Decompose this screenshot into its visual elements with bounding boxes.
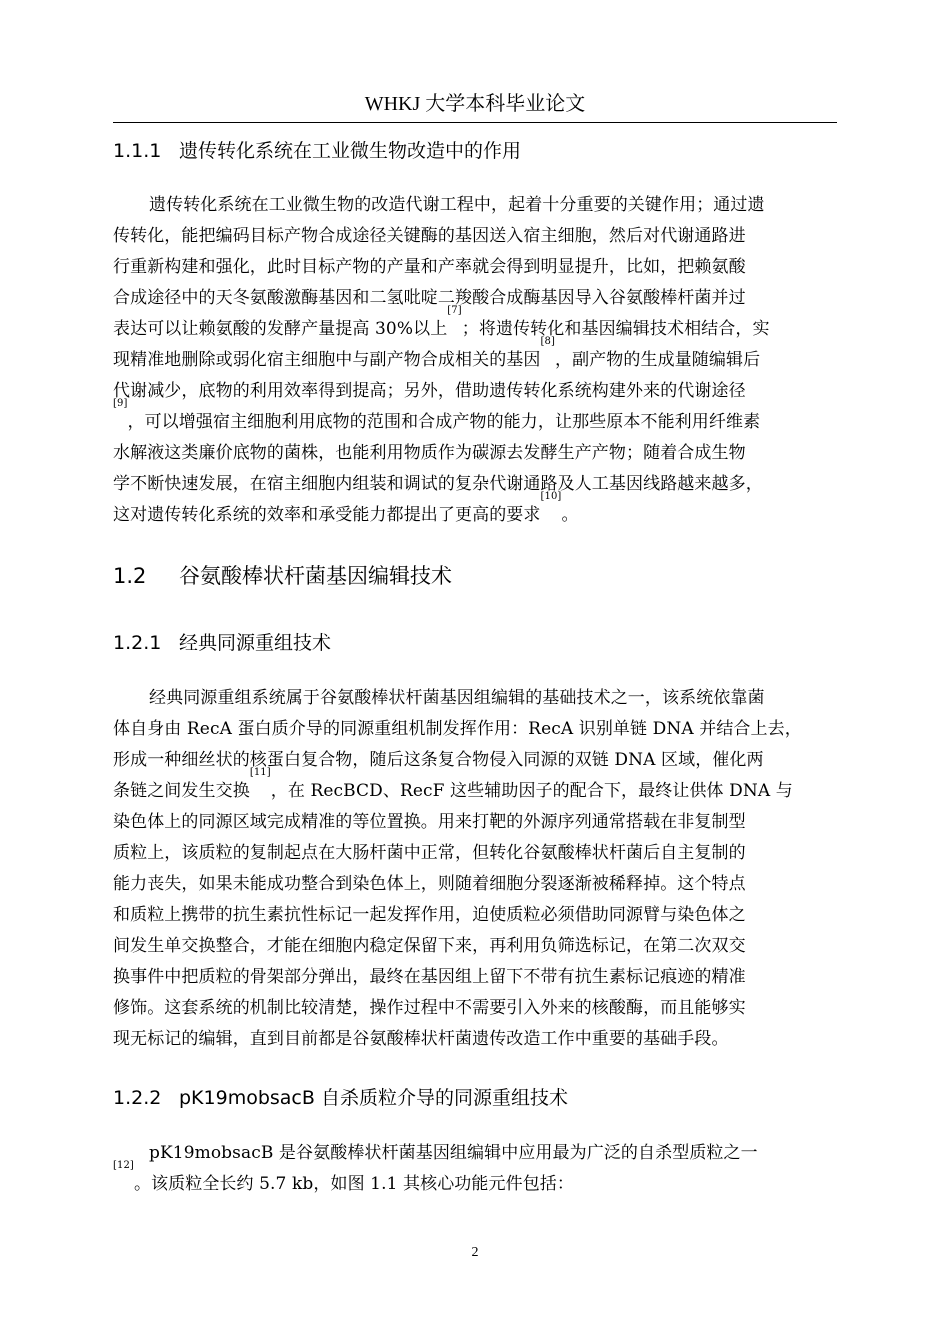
- text-run: 条链之间发生交换: [113, 781, 250, 801]
- text-line: 体自身由 RecA 蛋白质介导的同源重组机制发挥作用：RecA 识别单链 DNA 并结合上去，: [113, 719, 802, 739]
- citation: [12]: [113, 1160, 134, 1171]
- section-title: 谷氨酸棒状杆菌基因编辑技术: [179, 564, 452, 588]
- citation: [7]: [447, 305, 462, 316]
- text-line: 修饰。这套系统的机制比较清楚，操作过程中不需要引入外来的核酸酶，而且能够实: [113, 998, 746, 1018]
- text-line: 经典同源重组系统属于谷氨酸棒状杆菌基因组编辑的基础技术之一，该系统依靠菌: [149, 688, 765, 708]
- text-line: 水解液这类廉价底物的菌株，也能利用物质作为碳源去发酵生产产物；随着合成生物: [113, 443, 746, 463]
- paragraph-1: [113, 190, 841, 531]
- citation: [10]: [540, 491, 562, 502]
- text-line: 行重新构建和强化，此时目标产物的产量和产率就会得到明显提升，比如，把赖氨酸: [113, 257, 746, 277]
- text-line: 遗传转化系统在工业微生物的改造代谢工程中，起着十分重要的关键作用；通过遗: [149, 195, 765, 215]
- text-line: 染色体上的同源区域完成精准的等位置换。用来打靶的外源序列通常搭载在非复制型: [113, 812, 746, 832]
- paragraph-3: [113, 1138, 841, 1200]
- page-number: 2: [471, 1245, 479, 1260]
- section-title: 遗传转化系统在工业微生物改造中的作用: [179, 140, 522, 162]
- text-run: ，可以增强宿主细胞利用底物的范围和合成产物的能力，让那些原本不能利用纤维素: [127, 412, 761, 432]
- section-heading-1-2: [113, 560, 452, 590]
- text-line: 现无标记的编辑，直到目前都是谷氨酸棒状杆菌遗传改造工作中重要的基础手段。: [113, 1029, 729, 1049]
- citation: [8]: [540, 336, 555, 347]
- text-line: 代谢减少，底物的利用效率得到提高；另外，借助遗传转化系统构建外来的代谢途径: [113, 381, 746, 401]
- text-run: ，副产物的生成量随编辑后: [554, 350, 761, 370]
- running-header: WHKJ 大学本科毕业论文: [364, 93, 586, 115]
- text-line: [113, 1160, 841, 1200]
- text-run: ；将遗传转化和基因编辑技术相结合，实: [461, 319, 770, 339]
- text-line: [113, 767, 841, 807]
- section-number: 1.2: [113, 564, 147, 588]
- text-line: 形成一种细丝状的核蛋白复合物，随后这条复合物侵入同源的双链 DNA 区域，催化两: [113, 750, 764, 770]
- section-heading-1-2-1: [113, 628, 331, 655]
- section-heading-1-1-1: [113, 136, 521, 163]
- section-title: 经典同源重组技术: [179, 632, 332, 654]
- text-run: 表达可以让赖氨酸的发酵产量提高 30%以上: [113, 319, 448, 339]
- text-line: [113, 491, 841, 531]
- text-run: 这对遗传转化系统的效率和承受能力都提出了更高的要求: [113, 505, 541, 525]
- section-title: pK19mobsacB 自杀质粒介导的同源重组技术: [179, 1087, 568, 1109]
- text-line: 和质粒上携带的抗生素抗性标记一起发挥作用，迫使质粒必须借助同源臂与染色体之: [113, 905, 746, 925]
- text-line: 合成途径中的天冬氨酸激酶基因和二氢吡啶二羧酸合成酶基因导入谷氨酸棒杆菌并过: [113, 288, 746, 308]
- citation: [11]: [249, 767, 271, 778]
- paragraph-2: [113, 683, 841, 1055]
- section-number: 1.2.1: [113, 632, 162, 654]
- section-number: 1.2.2: [113, 1087, 162, 1109]
- text-line: 学不断快速发展，在宿主细胞内组装和调试的复杂代谢通路及人工基因线路越来越多，: [113, 474, 763, 494]
- text-line: 传转化，能把编码目标产物合成途径关键酶的基因送入宿主细胞，然后对代谢通路进: [113, 226, 746, 246]
- text-line: 质粒上，该质粒的复制起点在大肠杆菌中正常，但转化谷氨酸棒状杆菌后自主复制的: [113, 843, 746, 863]
- text-line: 间发生单交换整合，才能在细胞内稳定保留下来，再利用负筛选标记，在第二次双交: [113, 936, 746, 956]
- text-run: ，在 RecBCD、RecF 这些辅助因子的配合下，最终让供体 DNA 与: [270, 781, 793, 801]
- text-line: pK19mobsacB 是谷氨酸棒状杆菌基因组编辑中应用最为广泛的自杀型质粒之一: [149, 1143, 758, 1163]
- text-line: [113, 398, 841, 438]
- text-line: 能力丧失，如果未能成功整合到染色体上，则随着细胞分裂逐渐被稀释掉。这个特点: [113, 874, 746, 894]
- text-line: [113, 305, 841, 345]
- text-run: 。该质粒全长约 5.7 kb，如图 1.1 其核心功能元件包括：: [133, 1174, 575, 1194]
- text-line: 换事件中把质粒的骨架部分弹出，最终在基因组上留下不带有抗生素标记痕迹的精准: [113, 967, 746, 987]
- section-heading-1-2-2: [113, 1083, 568, 1110]
- text-run: 。: [561, 505, 579, 525]
- section-number: 1.1.1: [113, 140, 162, 162]
- text-run: 现精准地删除或弱化宿主细胞中与副产物合成相关的基因: [113, 350, 541, 370]
- text-line: [113, 336, 841, 376]
- header-rule: [113, 122, 837, 123]
- citation: [9]: [113, 398, 128, 409]
